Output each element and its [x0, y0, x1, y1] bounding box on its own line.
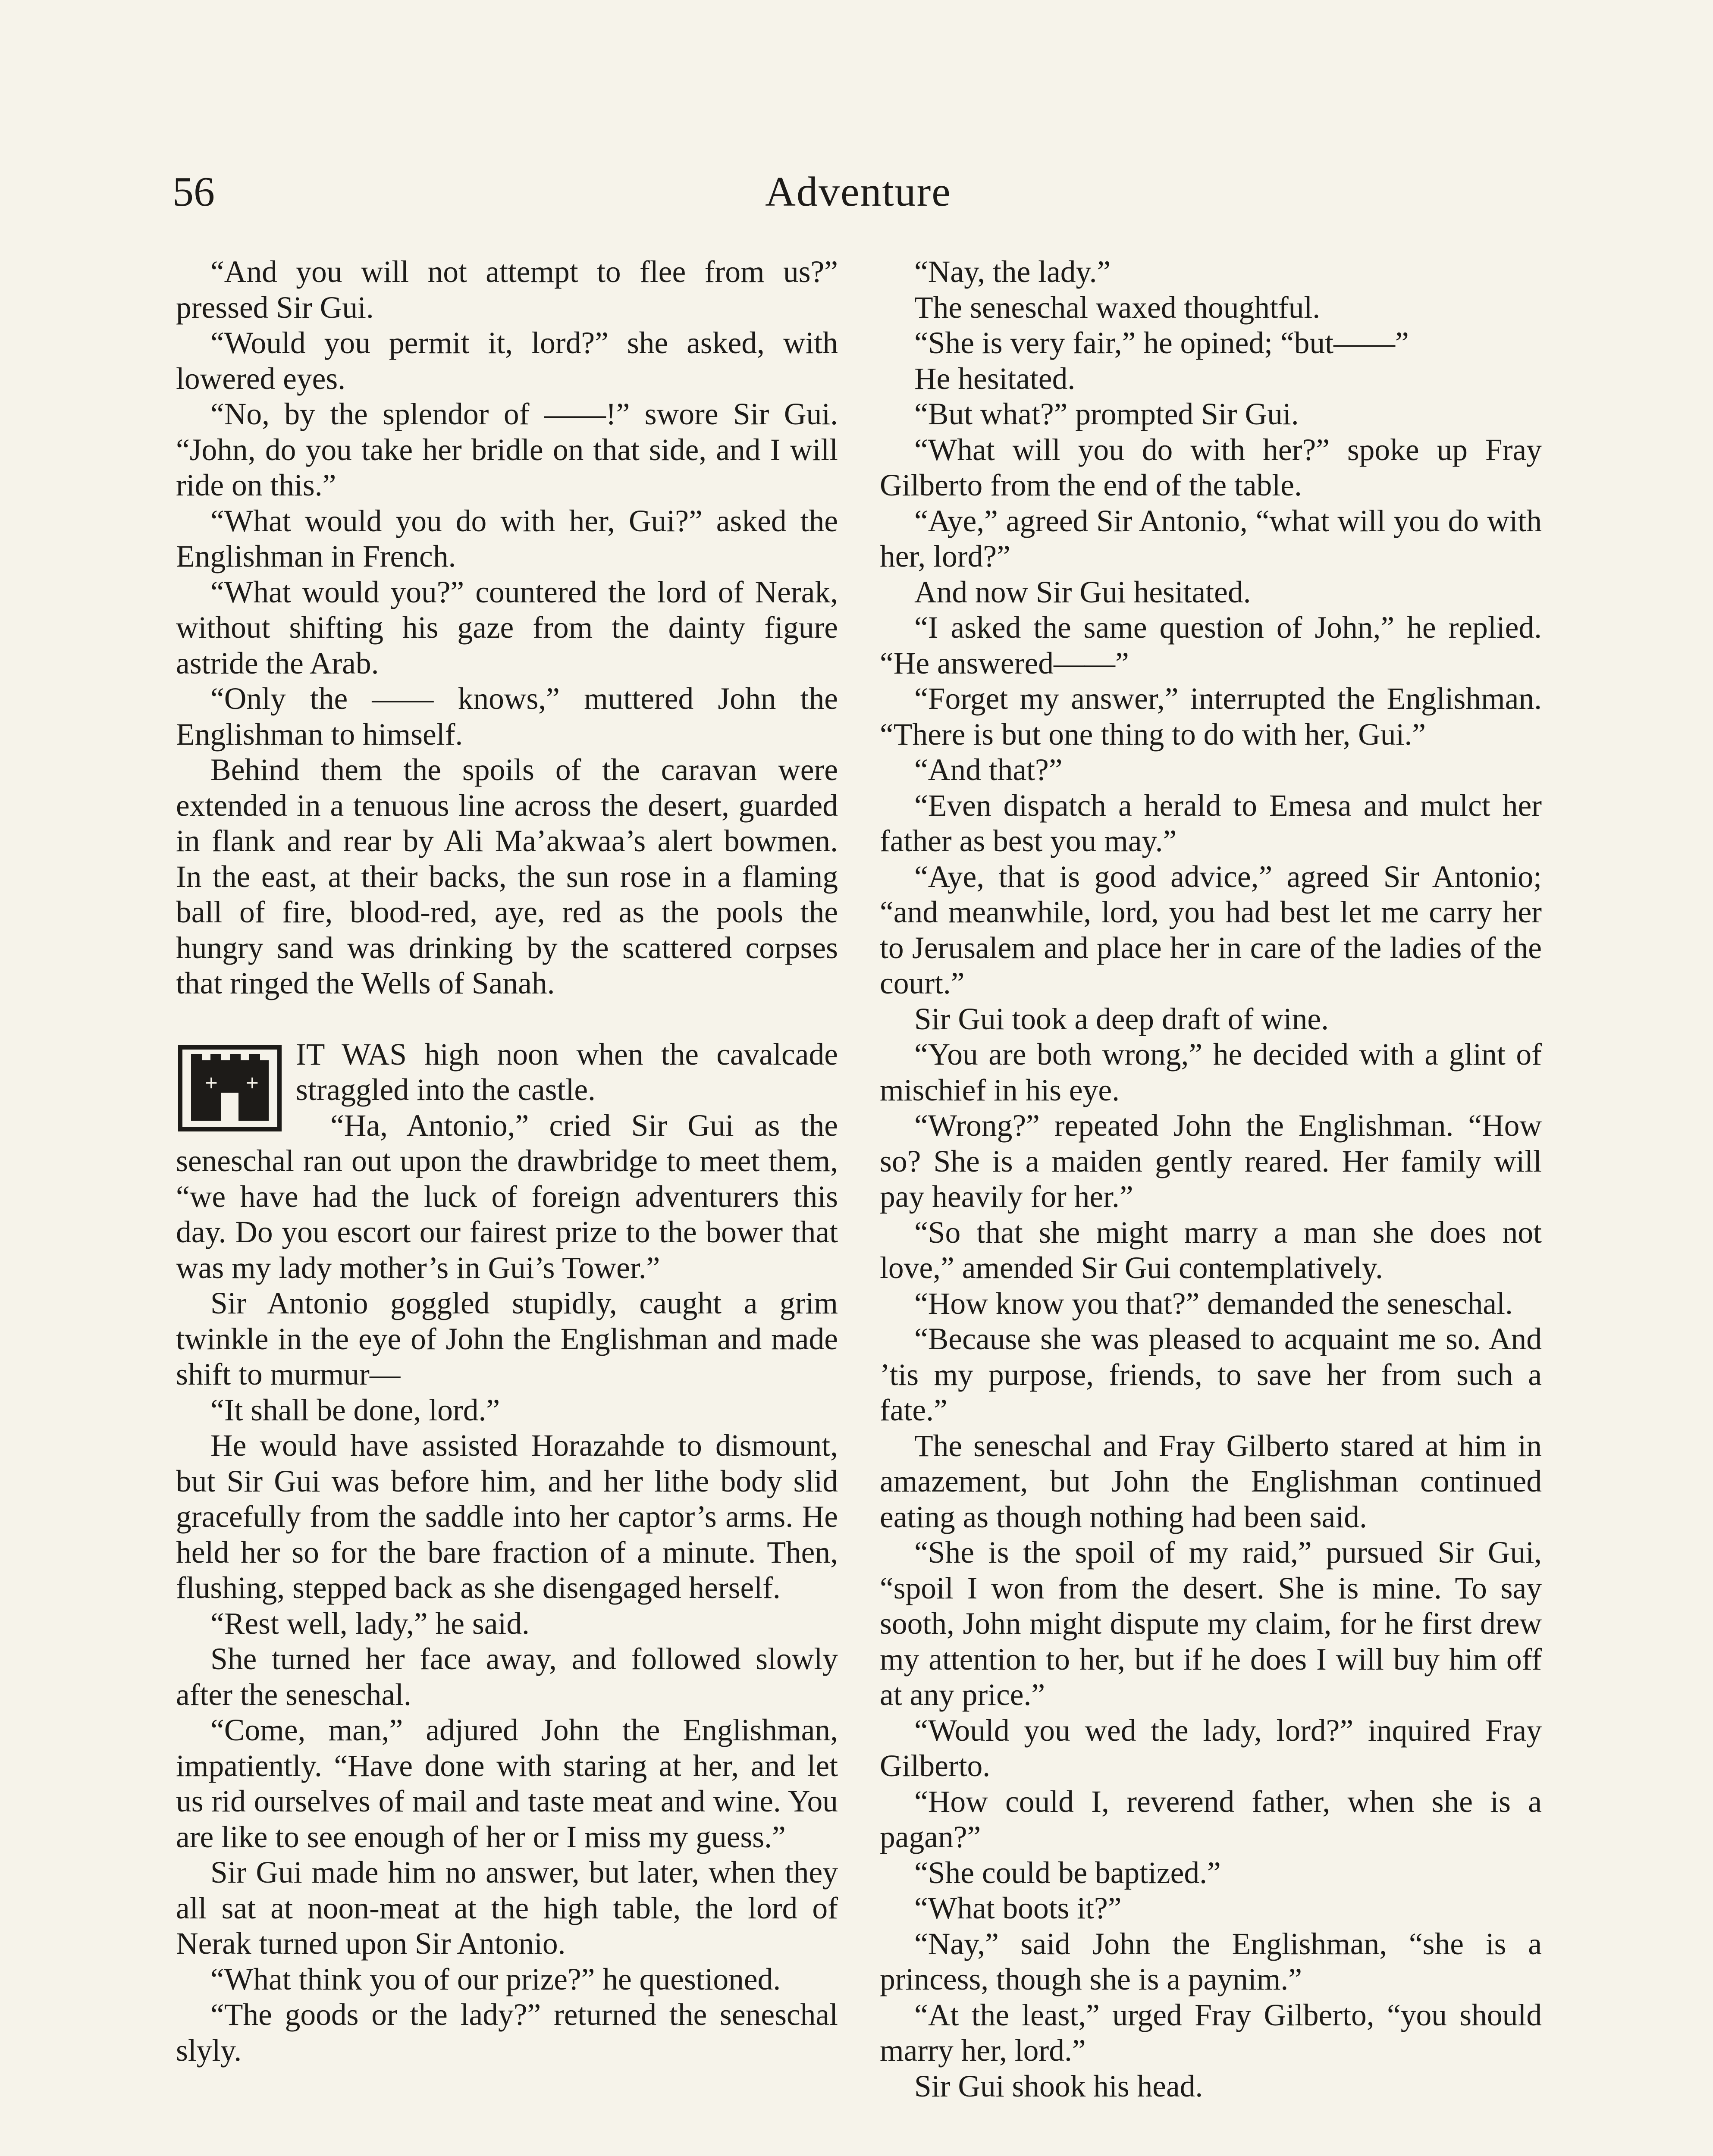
paragraph: The seneschal and Fray Gilberto stared at him in amazement, but John the Englishman continued eating as though nothing had been said.	[880, 1429, 1542, 1534]
paragraph: “Come, man,” adjured John the Englishman, impatiently. “Have done with staring at her, and let us rid ourselves of mail and taste meat and wine. You are like to see enough of her or I miss my guess.”	[176, 1713, 838, 1854]
paragraph: “She is the spoil of my raid,” pursued Sir Gui, “spoil I won from the desert. She is mine. To say sooth, John might dispute my claim, for he first drew my attention to her, but if he does I will buy him off at any price.”	[880, 1536, 1542, 1712]
section-lead-paragraph: IT WAS high noon when the cavalcade straggled into the castle.	[296, 1037, 838, 1107]
paragraph: “No, by the splendor of ——!” swore Sir Gui. “John, do you take her bridle on that side, and I will ride on this.”	[176, 397, 838, 502]
paragraph: “What boots it?”	[914, 1891, 1122, 1925]
paragraph: “Nay, the lady.”	[914, 255, 1111, 289]
paragraph: “How know you that?” demanded the seneschal.	[914, 1286, 1513, 1321]
paragraph: “The goods or the lady?” returned the seneschal slyly.	[176, 1998, 838, 2068]
castle-tower-icon	[176, 1043, 284, 1134]
paragraph: “She is very fair,” he opined; “but——”	[914, 326, 1409, 360]
paragraph: “What think you of our prize?” he questioned.	[210, 1962, 781, 1996]
paragraph: “Rest well, lady,” he said.	[210, 1606, 530, 1641]
paragraph: Sir Antonio goggled stupidly, caught a grim twinkle in the eye of John the Englishman and made shift to murmur—	[176, 1286, 838, 1391]
page-number: 56	[173, 169, 215, 215]
paragraph: “What would you?” countered the lord of Nerak, without shifting his gaze from the dainty figure astride the Arab.	[176, 575, 838, 680]
paragraph: “At the least,” urged Fray Gilberto, “you should marry her, lord.”	[880, 1998, 1542, 2068]
running-title: Adventure	[765, 169, 951, 215]
paragraph: “I asked the same question of John,” he replied. “He answered——”	[880, 611, 1542, 680]
svg-text:+: +	[204, 1072, 219, 1093]
paragraph: Sir Gui made him no answer, but later, when they all sat at noon-meat at the high table, the lord of Nerak turned upon Sir Antonio.	[176, 1855, 838, 1961]
left-column	[176, 254, 838, 2068]
paragraph: “Even dispatch a herald to Emesa and mulct her father as best you may.”	[880, 788, 1542, 858]
paragraph: “And you will not attempt to flee from us?” pressed Sir Gui.	[176, 255, 838, 325]
paragraph: Sir Gui took a deep draft of wine.	[914, 1002, 1329, 1036]
paragraph: “She could be baptized.”	[914, 1855, 1221, 1890]
paragraph: “What will you do with her?” spoke up Fray Gilberto from the end of the table.	[880, 432, 1542, 502]
paragraph: “So that she might marry a man she does not love,” amended Sir Gui contemplatively.	[880, 1215, 1542, 1285]
page-header	[173, 160, 1544, 224]
paragraph: He hesitated.	[914, 361, 1076, 396]
paragraph: “Would you wed the lady, lord?” inquired Fray Gilberto.	[880, 1713, 1542, 1783]
paragraph: “Only the —— knows,” muttered John the Englishman to himself.	[176, 682, 838, 752]
paragraph: “And that?”	[914, 753, 1063, 787]
paragraph: “But what?” prompted Sir Gui.	[914, 397, 1299, 431]
paragraph: “Aye, that is good advice,” agreed Sir Antonio; “and meanwhile, lord, you had best let me carry her to Jerusalem and place her in care of the ladies of the court.”	[880, 859, 1542, 1000]
left-column-after-break-paragraphs	[176, 1108, 838, 2069]
paragraph: She turned her face away, and followed slowly after the seneschal.	[176, 1642, 838, 1712]
left-column-paragraphs	[176, 254, 838, 1002]
paragraph: “Wrong?” repeated John the Englishman. “How so? She is a maiden gently reared. Her family will pay heavily for her.”	[880, 1109, 1542, 1214]
svg-text:+: +	[245, 1072, 260, 1093]
section-gap	[176, 1002, 838, 1037]
paragraph: “You are both wrong,” he decided with a glint of mischief in his eye.	[880, 1037, 1542, 1107]
paragraph: Behind them the spoils of the caravan were extended in a tenuous line across the desert, guarded in flank and rear by Ali Ma’akwaa’s alert bowmen. In the east, at their backs, the sun rose in a flaming ball of fire, blood-red, aye, red as the pools the hungry sand was drinking by the scattered corpses that ringed the Wells of Sanah.	[176, 753, 838, 1000]
right-column	[880, 254, 1542, 2104]
paragraph: “What would you do with her, Gui?” asked the Englishman in French.	[176, 504, 838, 573]
paragraph: And now Sir Gui hesitated.	[914, 575, 1251, 609]
paragraph: “Nay,” said John the Englishman, “she is a princess, though she is a paynim.”	[880, 1927, 1542, 1996]
paragraph: “It shall be done, lord.”	[210, 1393, 500, 1427]
paragraph: “Because she was pleased to acquaint me so. And ’tis my purpose, friends, to save her from such a fate.”	[880, 1322, 1542, 1427]
paragraph: “How could I, reverend father, when she is a pagan?”	[880, 1784, 1542, 1854]
paragraph: “Forget my answer,” interrupted the Englishman. “There is but one thing to do with her, Gui.”	[880, 682, 1542, 752]
paragraph: He would have assisted Horazahde to dismount, but Sir Gui was before him, and her lithe body slid gracefully from the saddle into her captor’s arms. He held her so for the bare fraction of a minute. Then, flushing, stepped back as she disengaged herself.	[176, 1429, 838, 1605]
paragraph: “Would you permit it, lord?” she asked, with lowered eyes.	[176, 326, 838, 396]
section-break	[176, 1037, 838, 1108]
paragraph: The seneschal waxed thoughtful.	[914, 290, 1321, 325]
paragraph: “Aye,” agreed Sir Antonio, “what will you do with her, lord?”	[880, 504, 1542, 573]
right-column-paragraphs	[880, 254, 1542, 2104]
paragraph: Sir Gui shook his head.	[914, 2069, 1203, 2103]
paragraph: “Ha, Antonio,” cried Sir Gui as the seneschal ran out upon the drawbridge to meet them, “we have had the luck of foreign adventurers this day. Do you escort our fairest prize to the bower that was my lady mother’s in Gui’s Tower.”	[176, 1108, 838, 1285]
